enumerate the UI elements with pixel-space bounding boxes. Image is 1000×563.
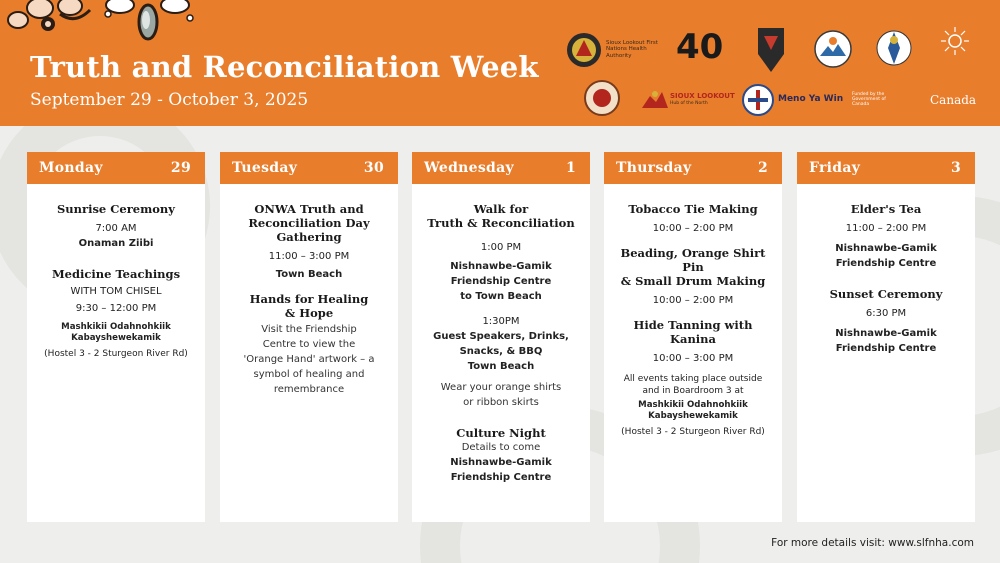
event-time: 11:00 – 2:00 PM — [845, 223, 927, 234]
event-location: Onaman Ziibi — [78, 238, 154, 249]
event-time: 11:00 – 3:00 PM — [268, 251, 350, 262]
event-note: and in Boardroom 3 at — [642, 386, 744, 396]
event-location: Mashkikii Odahnohkiik — [638, 400, 748, 410]
event-note: or ribbon skirts — [463, 397, 539, 408]
event-note: Details to come — [461, 442, 541, 453]
partner-logos — [560, 22, 980, 122]
event-location: Nishnawbe-Gamik — [835, 328, 937, 339]
event-time: 6:30 PM — [865, 308, 907, 319]
event-time: 1:30PM — [482, 316, 520, 327]
sioux-lookout-logo-icon — [640, 88, 670, 110]
day-number: 1 — [565, 160, 576, 176]
event-location: Snacks, & BBQ — [459, 346, 543, 357]
event-note: 'Orange Hand' artwork – a — [243, 354, 375, 365]
event-location: Friendship Centre — [835, 258, 937, 269]
event-location: Friendship Centre — [450, 276, 552, 287]
day-header — [797, 152, 975, 184]
day-number: 2 — [757, 160, 768, 176]
event-location: Kabayshewekamik — [648, 411, 738, 421]
footer-website-link[interactable]: For more details visit: www.slfnha.com — [771, 537, 974, 549]
sioux-lookout-tagline: Hub of the North — [670, 101, 708, 106]
crest-logo-icon — [756, 26, 786, 74]
event-note: remembrance — [273, 384, 345, 395]
event-title: Truth & Reconciliation — [427, 216, 575, 230]
event-title: Walk for — [473, 202, 529, 216]
event-note: Centre to view the — [262, 339, 356, 350]
event-note: Visit the Friendship — [261, 324, 357, 335]
event-location: Mashkikii Odahnohkiik — [61, 322, 171, 332]
fortieth-anniversary-logo: 40 — [676, 27, 724, 67]
menoyawin-logo-text: Meno Ya Win — [778, 94, 844, 104]
day-card-monday — [27, 152, 205, 522]
event-address: (Hostel 3 - 2 Sturgeon River Rd) — [621, 427, 765, 437]
sun-logo-icon — [940, 26, 970, 56]
event-note: Wear your orange shirts — [440, 382, 562, 393]
event-time: 10:00 – 2:00 PM — [652, 223, 734, 234]
event-time: 10:00 – 3:00 PM — [652, 353, 734, 364]
event-location: Nishnawbe-Gamik — [835, 243, 937, 254]
header-banner — [0, 0, 1000, 126]
event-time: 10:00 – 2:00 PM — [652, 295, 734, 306]
day-card-wednesday — [412, 152, 590, 522]
event-location: to Town Beach — [460, 291, 542, 302]
event-location: Nishnawbe-Gamik — [450, 457, 552, 468]
sioux-lookout-logo-text: SIOUX LOOKOUT — [670, 92, 735, 100]
day-header — [412, 152, 590, 184]
event-location: Kabayshewekamik — [71, 333, 161, 343]
event-title: Hide Tanning with — [633, 318, 753, 332]
canada-wordmark: Canada — [930, 93, 977, 107]
event-time: 7:00 AM — [95, 223, 137, 234]
event-title: Beading, Orange Shirt Pin — [620, 246, 766, 274]
event-title: Medicine Teachings — [51, 267, 181, 281]
wheel-figure-logo-icon — [876, 28, 912, 68]
date-range: September 29 - October 3, 2025 — [30, 90, 309, 110]
event-title: & Small Drum Making — [620, 274, 766, 288]
community-logo-icon — [814, 30, 852, 68]
event-location: Town Beach — [467, 361, 535, 372]
event-time: 9:30 – 12:00 PM — [75, 303, 157, 314]
day-name: Tuesday — [232, 160, 298, 176]
event-title: ONWA Truth and — [254, 202, 364, 216]
slfnha-logo-icon — [566, 32, 602, 68]
day-header — [27, 152, 205, 184]
page-title: Truth and Reconciliation Week — [30, 50, 539, 84]
event-title: Hands for Healing — [249, 292, 369, 306]
round-emblem-logo-icon — [584, 80, 620, 116]
day-name: Thursday — [616, 160, 692, 176]
day-name: Monday — [39, 160, 103, 176]
event-location: Nishnawbe-Gamik — [450, 261, 552, 272]
day-card-tuesday — [220, 152, 398, 522]
event-location: Guest Speakers, Drinks, — [433, 331, 569, 342]
day-card-friday — [797, 152, 975, 522]
day-card-thursday — [604, 152, 782, 522]
day-number: 3 — [950, 160, 961, 176]
event-time: 1:00 PM — [480, 242, 522, 253]
event-title: Gathering — [276, 230, 342, 244]
beadwork-flowers-decoration — [0, 0, 210, 48]
funded-by-text: Funded by the Government of Canada — [852, 92, 886, 108]
event-title: & Hope — [284, 306, 334, 320]
event-address: (Hostel 3 - 2 Sturgeon River Rd) — [44, 349, 188, 359]
event-location: Friendship Centre — [450, 472, 552, 483]
day-name: Wednesday — [424, 160, 514, 176]
day-number: 29 — [170, 160, 191, 176]
event-title: Kanina — [670, 332, 716, 346]
slfnha-logo-text: Sioux Lookout First Nations Health Authority — [606, 40, 658, 59]
event-note: symbol of healing and — [253, 369, 365, 380]
day-header — [604, 152, 782, 184]
event-title: Sunrise Ceremony — [57, 202, 175, 216]
day-number: 30 — [363, 160, 384, 176]
day-name: Friday — [809, 160, 861, 176]
event-note: All events taking place outside — [623, 374, 763, 384]
event-location: Friendship Centre — [835, 343, 937, 354]
event-title: Elder's Tea — [850, 202, 922, 216]
event-title: Sunset Ceremony — [829, 287, 943, 301]
event-location: Town Beach — [275, 269, 343, 280]
day-header — [220, 152, 398, 184]
event-title: Tobacco Tie Making — [628, 202, 758, 216]
menoyawin-logo-icon — [742, 84, 774, 116]
event-host: WITH TOM CHISEL — [70, 286, 162, 297]
event-title: Culture Night — [456, 426, 546, 440]
event-title: Reconciliation Day — [248, 216, 370, 230]
